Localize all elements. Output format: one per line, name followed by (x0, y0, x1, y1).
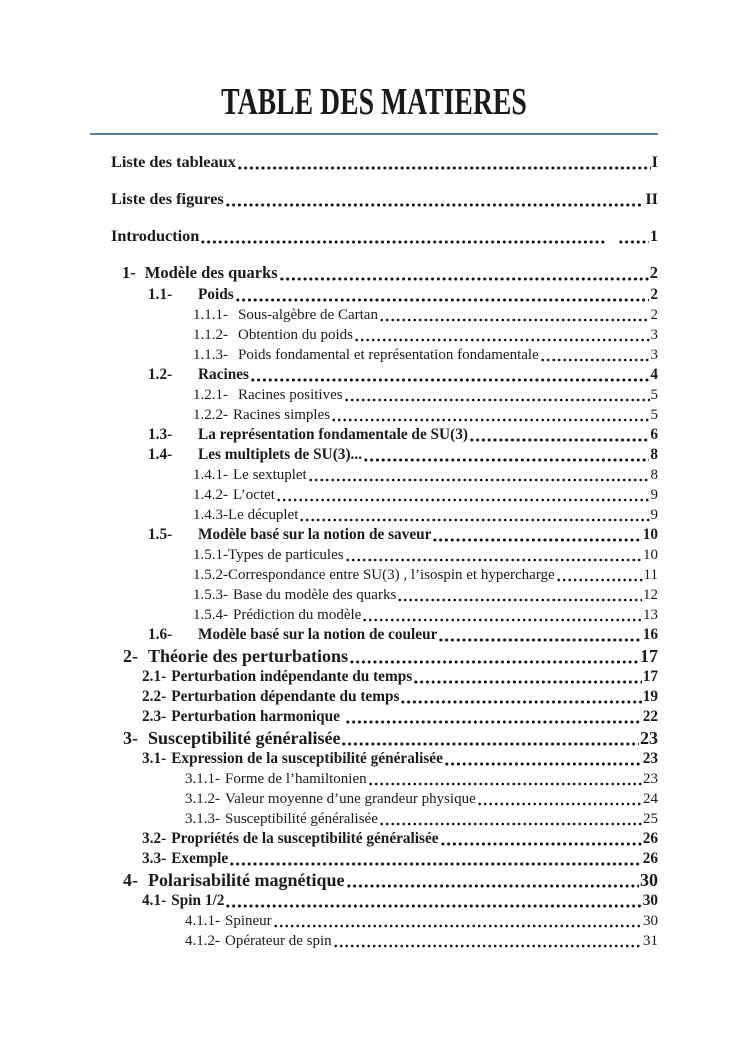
entry-label: Valeur moyenne d’une grandeur physique (225, 791, 476, 807)
entry-label: Perturbation harmonique (171, 708, 344, 725)
entry-page-number: 10 (642, 526, 658, 543)
dot-leader (619, 240, 649, 244)
entry-number: 4.1.1- (185, 913, 220, 929)
entry-number: 1.4- (148, 446, 173, 463)
entry-page-number: 30 (643, 913, 658, 929)
entry-label: Opérateur de spin (225, 933, 332, 949)
dot-leader (355, 338, 650, 342)
entry-number: 1.2- (148, 366, 173, 383)
entry-page-number: 8 (650, 446, 658, 463)
toc-entry (90, 262, 658, 284)
entry-label: Forme de l’hamiltonien (225, 771, 367, 787)
dot-leader (346, 558, 642, 562)
entry-number: 4.1.2- (185, 933, 220, 949)
dot-leader (346, 720, 642, 724)
entry-label: Modèle basé sur la notion de couleur (198, 626, 438, 643)
entry-number: 1.5.4- (193, 607, 228, 623)
toc-entry (90, 829, 658, 849)
entry-number: 4- (123, 870, 138, 890)
entry-number: 1.6- (148, 626, 173, 643)
dot-leader (439, 638, 641, 642)
dot-leader (401, 700, 641, 704)
dot-leader (274, 924, 642, 928)
dot-leader (541, 358, 650, 362)
toc-entry (90, 849, 658, 869)
entry-page-number: 10 (643, 547, 658, 563)
toc-entry (90, 891, 658, 911)
dot-leader (345, 398, 650, 402)
entry-page-number: 24 (643, 791, 658, 807)
dot-leader (238, 166, 651, 170)
entry-page-number: 30 (640, 870, 658, 890)
entry-number: 1.2.2- (193, 407, 228, 423)
dot-leader (364, 458, 649, 462)
entry-page-number: 3 (650, 327, 658, 343)
dot-leader (226, 904, 641, 908)
entry-page-number: 26 (642, 850, 658, 867)
entry-page-number: 22 (642, 708, 658, 725)
entry-label: Types de particules (228, 547, 344, 563)
entry-page-number: 23 (640, 728, 658, 748)
dot-leader (226, 203, 645, 207)
entry-label: Modèle des quarks (144, 263, 278, 282)
dot-leader (300, 518, 649, 522)
entry-label: Propriétés de la susceptibilité généralisée (171, 830, 439, 847)
entry-number: 1.4.3- (193, 507, 228, 523)
entry-number: 1.3- (148, 426, 173, 443)
entry-number: 1.4.1- (193, 467, 228, 483)
entry-number: 3- (123, 728, 138, 748)
entry-number: 1.5.1- (193, 547, 228, 563)
entry-number: 1.5- (148, 526, 173, 543)
entry-page-number: I (651, 152, 658, 171)
toc-entry (90, 188, 658, 210)
entry-number: 2.3- (142, 708, 167, 725)
entry-label: Polarisabilité magnétique (148, 870, 345, 890)
dot-leader (334, 944, 642, 948)
dot-leader (414, 680, 642, 684)
toc-entry (90, 789, 658, 809)
entry-number: 1.1.3- (193, 347, 228, 363)
toc-entry (90, 727, 658, 749)
entry-number: 3.1.2- (185, 791, 220, 807)
entry-page-number: 1 (649, 226, 658, 245)
entry-label: Obtention du poids (238, 327, 353, 343)
toc-entry (90, 425, 658, 445)
dot-leader (277, 498, 650, 502)
entry-page-number: 17 (642, 668, 658, 685)
entry-page-number: 3 (650, 347, 658, 363)
dot-leader (380, 822, 642, 826)
toc-entry (90, 505, 658, 525)
entry-number: 1.1.2- (193, 327, 228, 343)
page-title: TABLE DES MATIERES (221, 81, 527, 123)
entry-number: 1.5.3- (193, 587, 228, 603)
toc-entry (90, 545, 658, 565)
entry-label: Susceptibilité généralisée (148, 728, 341, 748)
toc-entry (90, 305, 658, 325)
entry-page-number: 2 (650, 307, 658, 323)
toc-entry (90, 465, 658, 485)
dot-leader (557, 578, 643, 582)
dot-leader (445, 762, 642, 766)
entry-number: 2.2- (142, 688, 167, 705)
entry-label: Exemple (171, 850, 229, 867)
entry-label: Perturbation dépendante du temps (171, 688, 400, 705)
entry-label: Correspondance entre SU(3) , l’isospin et hypercharge (228, 567, 555, 583)
entry-label: Perturbation indépendante du temps (171, 668, 413, 685)
entry-number: 2.1- (142, 668, 167, 685)
dot-leader (236, 298, 650, 302)
entry-label: L’octet (233, 487, 275, 503)
toc-entry (90, 485, 658, 505)
entry-number: 1.5.2- (193, 567, 228, 583)
dot-leader (363, 618, 642, 622)
entry-page-number: 23 (643, 771, 658, 787)
toc-entry (90, 565, 658, 585)
entry-label: Racines positives (238, 387, 343, 403)
entry-label: Les multiplets de SU(3)... (198, 446, 363, 463)
toc-entry (90, 345, 658, 365)
dot-leader (433, 538, 641, 542)
entry-label: Liste des tableaux (111, 152, 236, 171)
entry-page-number: 2 (649, 263, 658, 282)
entry-page-number: 9 (650, 507, 658, 523)
entry-label: Spineur (225, 913, 272, 929)
toc-entry (90, 809, 658, 829)
dot-leader (309, 478, 650, 482)
toc-entry (90, 445, 658, 465)
dot-leader (441, 842, 642, 846)
dot-leader (470, 438, 649, 442)
entry-page-number: 25 (643, 811, 658, 827)
dot-leader (350, 660, 639, 664)
entry-number: 1- (122, 263, 136, 282)
entry-label: Théorie des perturbations (148, 646, 348, 666)
toc-entry (90, 911, 658, 931)
entry-page-number: 13 (643, 607, 658, 623)
toc-entry (90, 525, 658, 545)
toc-entry (90, 687, 658, 707)
dot-leader (342, 742, 639, 746)
entry-number: 3.2- (142, 830, 167, 847)
dot-leader (398, 598, 642, 602)
dot-leader (230, 862, 642, 866)
entry-page-number: 5 (650, 387, 658, 403)
entry-page-number: 8 (650, 467, 658, 483)
dot-leader (201, 240, 605, 244)
entry-label: Prédiction du modèle (233, 607, 362, 623)
entry-number: 3.1- (142, 750, 167, 767)
entry-label: Racines (198, 366, 249, 383)
entry-page-number: 16 (642, 626, 658, 643)
entry-number: 1.2.1- (193, 387, 228, 403)
entry-page-number: 26 (642, 830, 658, 847)
entry-page-number: 12 (643, 587, 658, 603)
entry-label: Poids fondamental et représentation fondamentale (238, 347, 539, 363)
entry-page-number: II (645, 189, 658, 208)
toc-entry (90, 605, 658, 625)
entry-label: Introduction (111, 226, 200, 245)
entry-page-number: 6 (650, 426, 658, 443)
entry-label: Spin 1/2 (171, 892, 225, 909)
entry-number: 2- (123, 646, 138, 666)
toc-entry (90, 769, 658, 789)
title-rule (90, 133, 658, 135)
entry-number: 1.4.2- (193, 487, 228, 503)
entry-page-number: 4 (650, 366, 658, 383)
entry-page-number: 31 (643, 933, 658, 949)
entry-label: Liste des figures (111, 189, 224, 208)
toc-entry (90, 285, 658, 305)
entry-number: 3.3- (142, 850, 167, 867)
dot-leader (347, 884, 640, 888)
entry-label: Poids (198, 286, 234, 303)
dot-leader (251, 378, 649, 382)
entry-page-number: 19 (642, 688, 658, 705)
entry-number: 3.1.3- (185, 811, 220, 827)
dot-leader (380, 318, 650, 322)
toc-entry (90, 365, 658, 385)
dot-leader (332, 418, 649, 422)
toc-entry (90, 645, 658, 667)
dot-leader (478, 802, 642, 806)
toc-entry (90, 667, 658, 687)
toc-entry (90, 869, 658, 891)
entry-label: Le sextuplet (233, 467, 307, 483)
entry-page-number: 5 (650, 407, 658, 423)
entry-page-number: 30 (642, 892, 658, 909)
toc-entry (90, 151, 658, 173)
toc-entry (90, 225, 658, 247)
entry-page-number: 23 (642, 750, 658, 767)
entry-number: 3.1.1- (185, 771, 220, 787)
entry-label: Sous-algèbre de Cartan (238, 307, 378, 323)
toc-entry (90, 325, 658, 345)
entry-number: 1.1- (148, 286, 173, 303)
entry-label: Modèle basé sur la notion de saveur (198, 526, 432, 543)
entry-label: Expression de la susceptibilité généralisée (171, 750, 443, 767)
toc-entry (90, 931, 658, 951)
toc-entry (90, 625, 658, 645)
entry-label: La représentation fondamentale de SU(3) (198, 426, 468, 443)
entry-label: Le décuplet (228, 507, 299, 523)
toc-content (90, 0, 658, 951)
entry-label: Susceptibilité généralisée (225, 811, 378, 827)
dot-leader (280, 277, 649, 281)
entry-label: Racines simples (233, 407, 331, 423)
toc-entry (90, 749, 658, 769)
entry-page-number: 9 (650, 487, 658, 503)
entry-label: Base du modèle des quarks (233, 587, 397, 603)
entry-number: 4.1- (142, 892, 167, 909)
entry-page-number: 17 (640, 646, 658, 666)
entry-number: 1.1.1- (193, 307, 228, 323)
dot-leader (369, 782, 642, 786)
entry-page-number: 11 (643, 567, 658, 583)
toc-entry (90, 385, 658, 405)
toc-entry (90, 707, 658, 727)
toc-entry (90, 585, 658, 605)
entry-page-number: 2 (650, 286, 658, 303)
toc-list (90, 151, 658, 951)
toc-entry (90, 405, 658, 425)
